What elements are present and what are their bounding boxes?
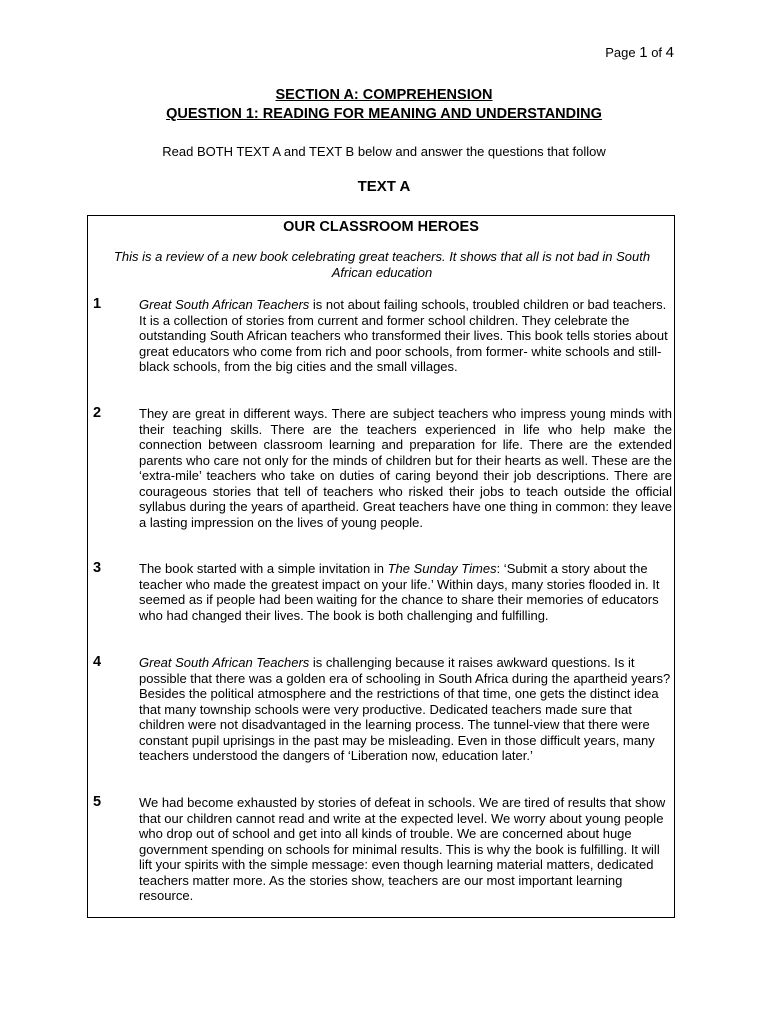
page-number: [605, 44, 674, 61]
book-title: Great South African Teachers: [139, 297, 310, 312]
paragraph-text: Great South African Teachers is challenging because it raises awkward questions. Is it possible that there was a golden era of schooling in South Africa during the apartheid years? Besides the political atmosphere and the restrictions of that time, one gets the distinct idea that many township schools were very productive. Dedicated teachers made sure that children were not disadvantaged in the learning process. The tunnel-view that there were constant pupil uprisings in the past may be misleading. Even in those difficult years, many teachers understood the dangers of ‘Liberation now, education later.’: [139, 655, 671, 763]
article-title: OUR CLASSROOM HEROES: [283, 219, 479, 235]
paragraph-text: We had become exhausted by stories of defeat in schools. We are tired of results that show that our children cannot read and write at the expected level. We worry about young people who drop out of school and get into all kinds of trouble. We are concerned about huge government spending on schools for minimal results. This is why the book is fulfilling. It will lift your spirits with the simple message: even though learning material matters, dedicated teachers matter more. As the stories show, teachers are our most important learning resource.: [139, 795, 666, 903]
paragraph-number: 4: [93, 654, 102, 670]
paragraph-number: 5: [93, 794, 102, 810]
instruction-text: Read BOTH TEXT A and TEXT B below and answer the questions that follow: [162, 144, 606, 159]
section-title: SECTION A: COMPREHENSION: [275, 87, 493, 103]
paragraph-number: 3: [93, 560, 102, 576]
paragraph-number: 2: [93, 405, 102, 421]
paragraph-text: They are great in different ways. There are subject teachers who impress young minds with their teaching skills. There are the teachers experienced in life who help make the connection between classroom learning and preparation for life. There are the extended parents who care not only for the minds of children but for their hearts as well. These are the ‘extra-mile’ teachers who take on duties of caring beyond their job descriptions. There are courageous stories that tell of teachers who risked their jobs to teach outside the official syllabus during the years of apartheid. Great teachers have one thing in common: they leave a lasting impression on the lives of young people.: [139, 406, 672, 530]
article-box: [87, 215, 675, 918]
paragraph-number: 1: [93, 296, 102, 312]
page-label: Page: [605, 45, 636, 60]
paragraph-text: The book started with a simple invitation in The Sunday Times: ‘Submit a story about the teacher who made the greatest impact on your life.’ Within days, many stories flooded in. It seemed as if people had been waiting for the chance to share their memories of educators who had changed their lives. The book is both challenging and fulfilling.: [139, 561, 660, 623]
book-title: Great South African Teachers: [139, 655, 310, 670]
paragraph-text: Great South African Teachers is not about failing schools, troubled children or bad teachers. It is a collection of stories from current and former school children. They celebrate the outstanding South African teachers who transformed their lives. This book tells stories about great educators who come from rich and poor schools, from former- white schools and still-black schools, from the big cities and the small villages.: [139, 297, 668, 374]
page-current: 1: [639, 44, 648, 61]
article-intro: This is a review of a new book celebrating great teachers. It shows that all is not bad in South African education: [113, 249, 651, 280]
newspaper-title: The Sunday Times: [387, 561, 497, 576]
page-of: of: [651, 45, 663, 60]
text-label: TEXT A: [357, 178, 411, 195]
page-total: 4: [665, 44, 674, 61]
question-title: QUESTION 1: READING FOR MEANING AND UNDERSTANDING: [166, 106, 602, 122]
